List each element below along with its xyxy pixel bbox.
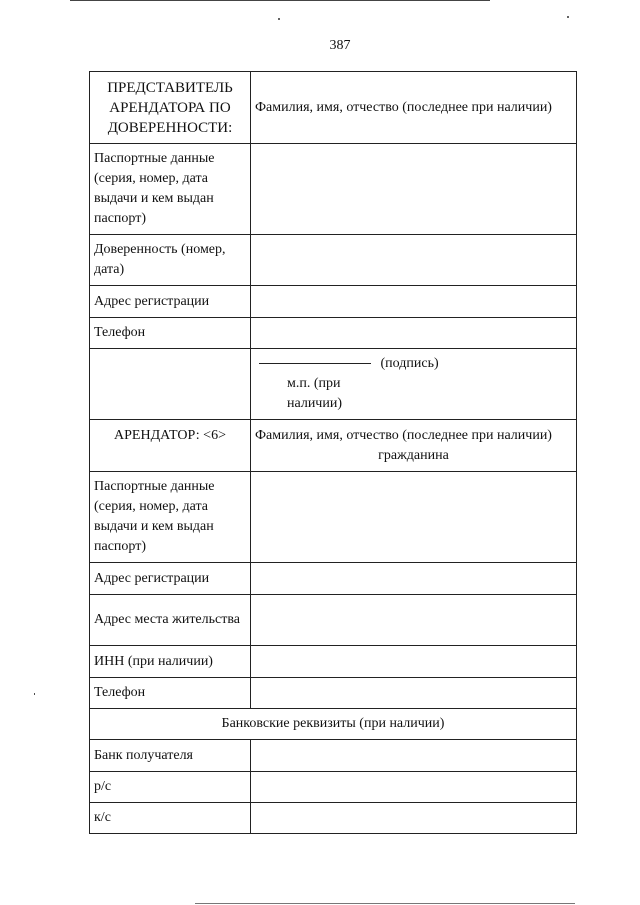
- corr-account-field[interactable]: [251, 803, 577, 834]
- tenant-phone-field[interactable]: [251, 678, 577, 709]
- scan-speck: [34, 693, 35, 695]
- representative-registration-label: Адрес регистрации: [90, 286, 251, 318]
- page-number: 387: [329, 38, 351, 53]
- tenant-passport-field[interactable]: [251, 472, 577, 563]
- form-row: [90, 595, 577, 646]
- form-row: [90, 772, 577, 803]
- tenant-heading: АРЕНДАТОР: <6>: [90, 420, 251, 472]
- tenant-inn-label: ИНН (при наличии): [90, 646, 251, 678]
- tenant-residence-label: Адрес места жительства: [90, 595, 251, 646]
- form-row: [90, 678, 577, 709]
- stamp-label-line1: м.п. (при: [287, 376, 341, 391]
- account-field[interactable]: [251, 772, 577, 803]
- tenant-registration-label: Адрес регистрации: [90, 563, 251, 595]
- form-row: [90, 563, 577, 595]
- bank-header-row: [90, 709, 577, 740]
- form-row: [90, 318, 577, 349]
- representative-name-hint: Фамилия, имя, отчество (последнее при наличии): [251, 72, 577, 144]
- representative-header-row: [90, 72, 577, 144]
- scan-edge-bottom: [195, 903, 575, 904]
- form-row: [90, 740, 577, 772]
- tenant-inn-field[interactable]: [251, 646, 577, 678]
- account-label: р/с: [90, 772, 251, 803]
- representative-passport-field[interactable]: [251, 144, 577, 235]
- lease-form-table: [89, 71, 577, 834]
- power-of-attorney-field[interactable]: [251, 235, 577, 286]
- tenant-name-hint: [251, 420, 577, 472]
- tenant-phone-label: Телефон: [90, 678, 251, 709]
- representative-phone-field[interactable]: [251, 318, 577, 349]
- bank-name-field[interactable]: [251, 740, 577, 772]
- stamp-label-line2: наличии): [287, 396, 342, 411]
- tenant-registration-field[interactable]: [251, 563, 577, 595]
- scan-speck: [567, 16, 569, 18]
- representative-passport-label: Паспортные данные (серия, номер, дата выдачи и кем выдан паспорт): [90, 144, 251, 235]
- tenant-name-hint-line1: Фамилия, имя, отчество (последнее при наличии): [255, 428, 552, 443]
- scan-edge-top: [70, 0, 490, 1]
- signature-empty-cell: [90, 349, 251, 420]
- form-row: [90, 286, 577, 318]
- bank-heading: Банковские реквизиты (при наличии): [90, 709, 577, 740]
- representative-registration-field[interactable]: [251, 286, 577, 318]
- representative-phone-label: Телефон: [90, 318, 251, 349]
- signature-label: (подпись): [380, 356, 439, 371]
- representative-heading: ПРЕДСТАВИТЕЛЬ АРЕНДАТОРА ПО ДОВЕРЕННОСТИ:: [90, 72, 251, 144]
- signature-line[interactable]: [259, 363, 371, 364]
- scan-speck: [278, 18, 280, 20]
- corr-account-label: к/с: [90, 803, 251, 834]
- tenant-residence-field[interactable]: [251, 595, 577, 646]
- power-of-attorney-label: Доверенность (номер, дата): [90, 235, 251, 286]
- form-row: [90, 803, 577, 834]
- tenant-passport-label: Паспортные данные (серия, номер, дата выдачи и кем выдан паспорт): [90, 472, 251, 563]
- tenant-name-hint-line2: гражданина: [378, 448, 449, 463]
- form-row: [90, 235, 577, 286]
- form-row: [90, 472, 577, 563]
- signature-row: [90, 349, 577, 420]
- bank-name-label: Банк получателя: [90, 740, 251, 772]
- signature-cell: [251, 349, 577, 420]
- form-row: [90, 646, 577, 678]
- form-row: [90, 144, 577, 235]
- tenant-header-row: [90, 420, 577, 472]
